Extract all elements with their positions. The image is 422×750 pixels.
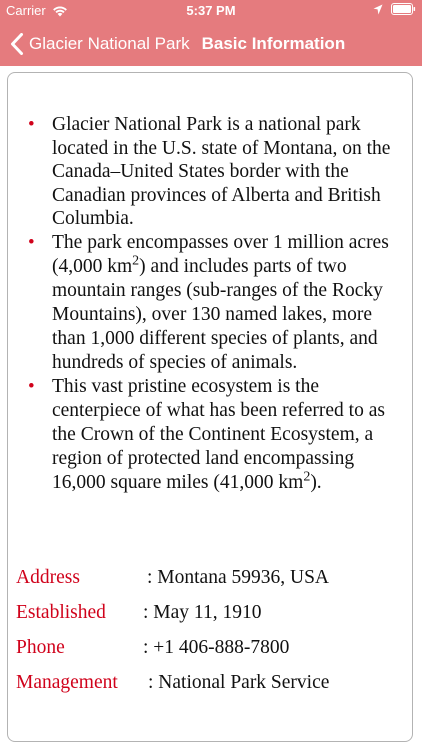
address-row xyxy=(16,567,408,602)
address-value: : Montana 59936, USA xyxy=(147,567,329,588)
bullet-text: ) and includes parts of two mountain ranges (sub-ranges of the Rocky Mountains), over 130 named lakes, more than 1,000 different species of plants, and hundreds of species of animals. xyxy=(52,255,383,373)
list-item xyxy=(28,231,408,375)
bullet-text: ). xyxy=(310,471,322,493)
bullet-text: Glacier National Park is a national park located in the U.S. state of Montana, on the Canada–United States border with the Canadian provinces of Alberta and British Columbia. xyxy=(52,114,391,229)
status-right xyxy=(373,3,416,15)
details-table xyxy=(16,567,408,707)
status-bar xyxy=(0,0,422,22)
bullet-dot: • xyxy=(28,231,35,253)
info-card xyxy=(7,72,413,742)
page-title: Basic Information xyxy=(201,34,346,53)
address-label: Address xyxy=(16,567,80,588)
back-button[interactable] xyxy=(0,22,190,66)
phone-label: Phone xyxy=(16,637,65,658)
bullet-dot: • xyxy=(28,114,35,135)
chevron-left-icon xyxy=(10,33,24,55)
battery-icon xyxy=(391,3,416,15)
bullet-text: The park encompasses over 1 million acres (4,000 km xyxy=(52,231,389,277)
management-row xyxy=(16,672,408,707)
established-value: : May 11, 1910 xyxy=(143,602,262,623)
management-value: : National Park Service xyxy=(148,672,330,693)
status-time: 5:37 PM xyxy=(186,3,236,18)
superscript: 2 xyxy=(132,253,140,268)
established-label: Established xyxy=(16,602,106,623)
superscript: 2 xyxy=(303,469,311,484)
back-button-label: Glacier National Park xyxy=(29,34,190,53)
location-arrow-icon xyxy=(373,4,383,15)
header xyxy=(0,0,422,66)
bullet-dot: • xyxy=(28,375,35,397)
description-list xyxy=(28,113,408,495)
carrier-label: Carrier xyxy=(6,3,46,18)
phone-row xyxy=(16,637,408,672)
phone-value: : +1 406-888-7800 xyxy=(143,637,290,658)
established-row xyxy=(16,602,408,637)
list-item xyxy=(28,375,408,495)
management-label: Management xyxy=(16,672,118,693)
list-item xyxy=(28,113,408,231)
bullet-text: This vast pristine ecosystem is the centerpiece of what has been referred to as the Crown of the Continent Ecosystem, a region of protected land encompassing 16,000 square miles (41,000 km xyxy=(52,375,385,493)
navigation-bar xyxy=(0,22,422,66)
